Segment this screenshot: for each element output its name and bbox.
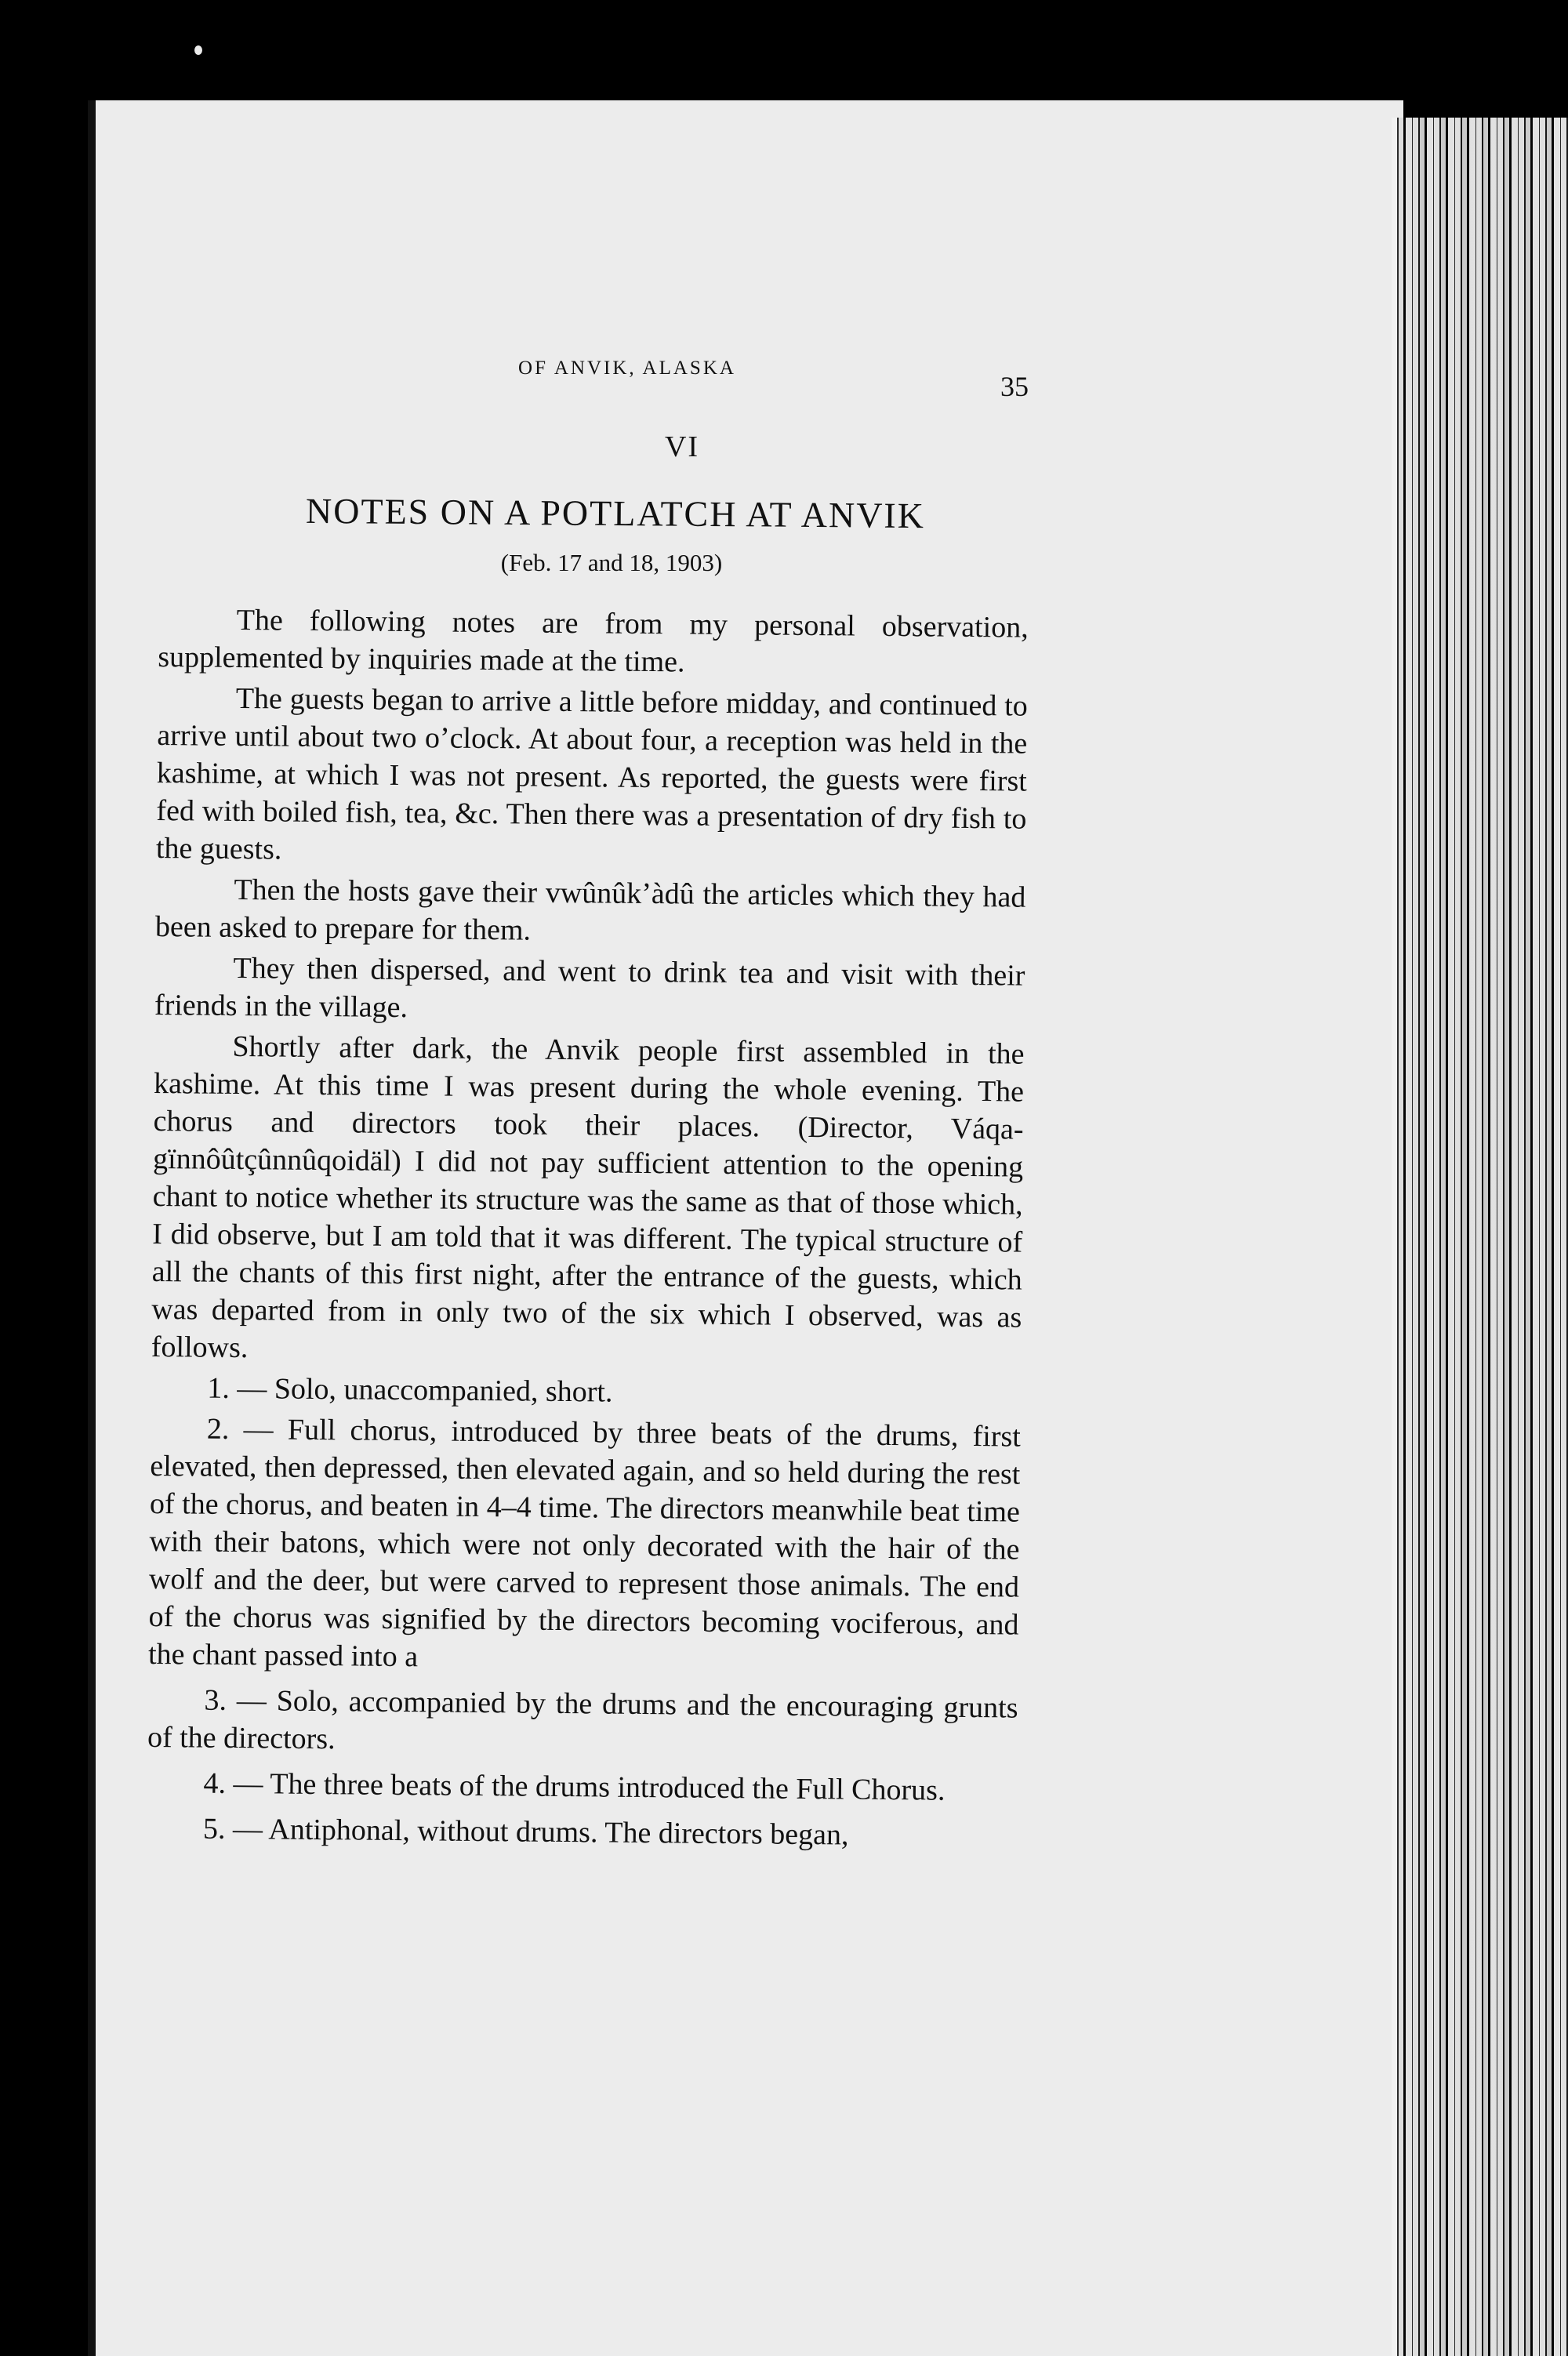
list-item: 2. — Full chorus, introduced by three beats of the drums, first elevated, then depressed, then elevated again, and so held during the rest of the chorus, and beaten in 4–4 time. The directors meanwhile beat time with their batons, which were not only decorated with the hair of the wolf and the deer, but were carved to represent those animals. The end of the chorus was signified by the directors becoming vociferous, and the chant passed into a <box>147 1412 1022 1674</box>
list-item: 5. — Antiphonal, without drums. The directors began, <box>202 1812 849 1852</box>
list-item: 3. — Solo, accompanied by the drums and the encouraging grunts of the directors. <box>147 1683 1018 1756</box>
paragraph: Shortly after dark, the Anvik people first assembled in the kashime. At this time I was present during the whole evening. The chorus and directors took their places. (Director, Váqa-gïnnôûtçûnnûqoidäl) I did not pay sufficient attention to the opening chant to notice whether its structure was the same as that of those which, I did observe, but I am told that it was different. The typical structure of all the chants of this first night, after the entrance of the guests, which was departed from in only two of the six which I observed, was as follows. <box>151 1029 1025 1365</box>
paragraph: They then dispersed, and went to drink tea and visit with their friends in the village. <box>154 951 1025 1025</box>
scan-speck <box>194 45 202 55</box>
running-head: OF ANVIK, ALASKA <box>518 358 736 379</box>
list-item: 4. — The three beats of the drums introduced the Full Chorus. <box>203 1766 946 1807</box>
paragraph: The following notes are from my personal observation, supplemented by inquiries made at the time. <box>158 603 1029 679</box>
article-date: (Feb. 17 and 18, 1903) <box>500 549 723 576</box>
paragraph: Then the hosts gave their vwûnûk’àdû the articles which they had been asked to prepare for them. <box>154 873 1026 947</box>
paragraph: The guests began to arrive a little before midday, and continued to arrive until about two o’clock. At about four, a reception was held in the kashime, at which I was not present. As reported, the guests were first fed with boiled fish, tea, &c. Then there was a presentation of dry fish to the guests. <box>155 681 1028 866</box>
body-text <box>147 601 1029 1859</box>
list-item: 1. — Solo, unaccompanied, short. <box>207 1371 613 1409</box>
section-numeral: VI <box>664 430 700 463</box>
article-title: NOTES ON A POTLATCH AT ANVIK <box>305 490 926 536</box>
page-block-edge <box>1392 118 1568 2356</box>
page-number: 35 <box>1000 371 1029 402</box>
page-binding-edge <box>88 100 96 2356</box>
